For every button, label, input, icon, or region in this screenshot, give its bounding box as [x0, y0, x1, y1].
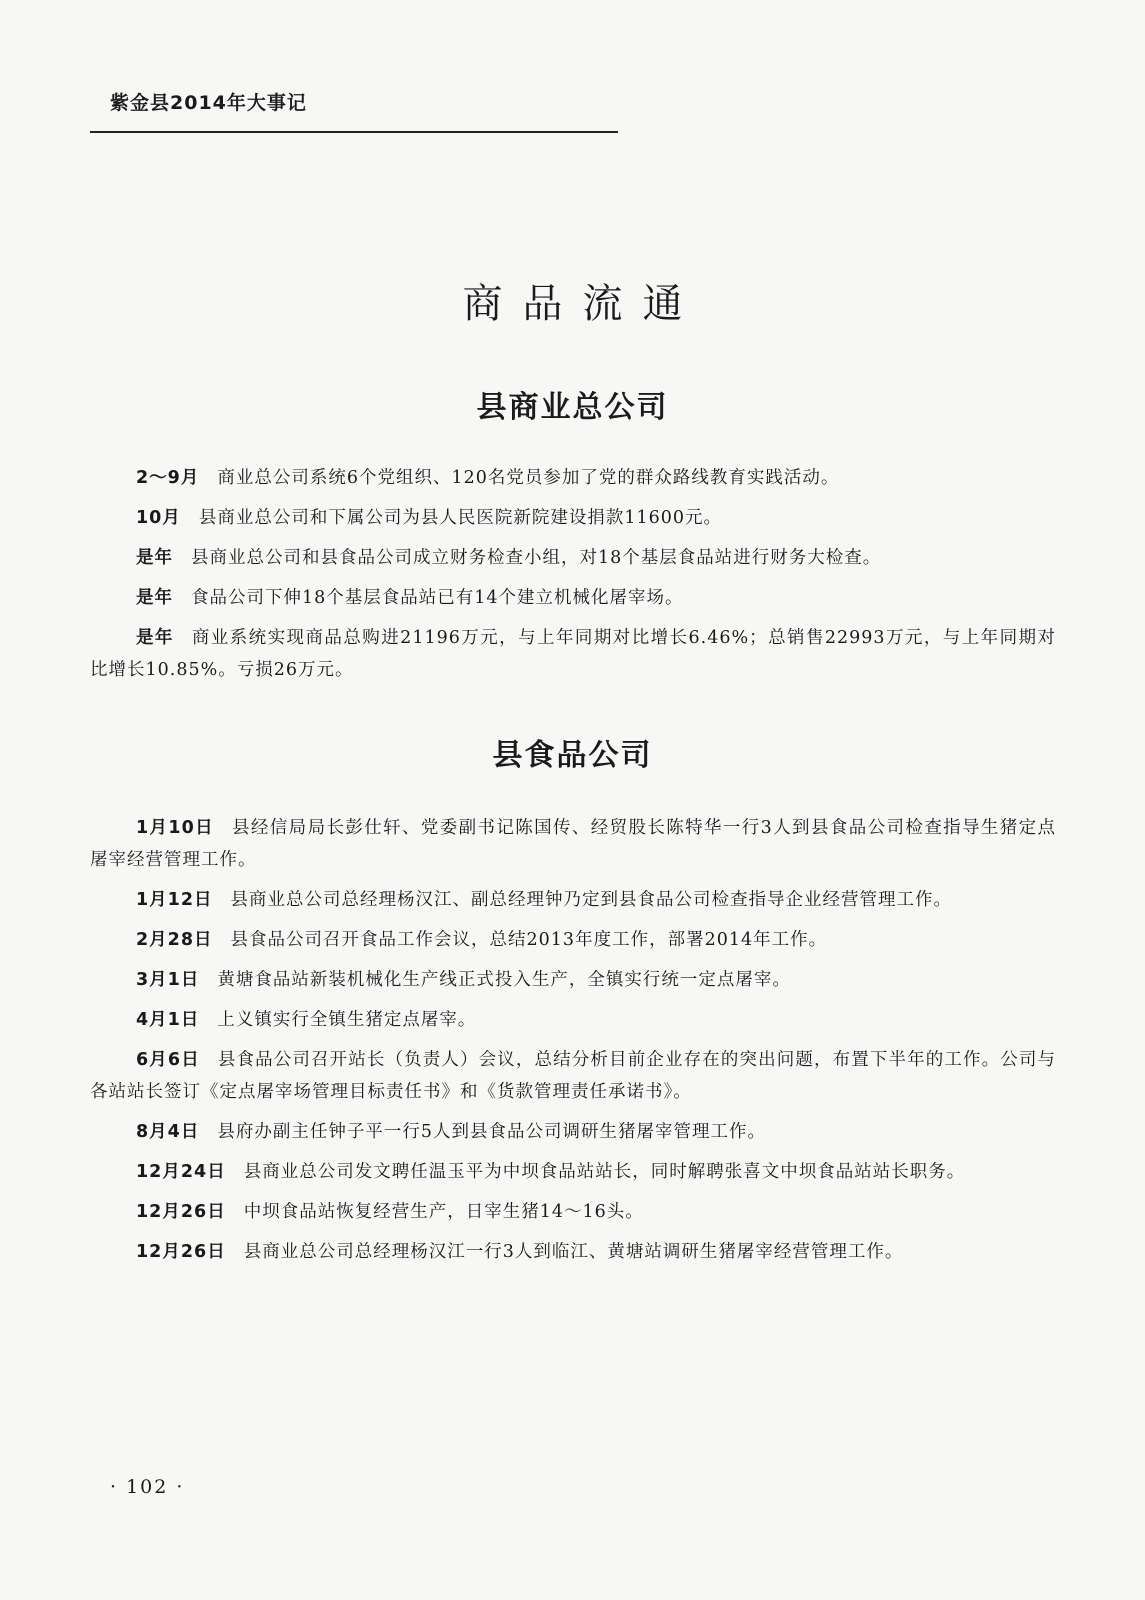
- entry-text: 县食品公司召开站长（负责人）会议，总结分析目前企业存在的突出问题，布置下半年的工作。公司与各站站长签订《定点屠宰场管理目标责任书》和《货款管理责任承诺书》。: [90, 1050, 1057, 1102]
- section-entries-commerce-company: [90, 462, 1056, 694]
- entry-text: 县商业总公司和下属公司为县人民医院新院建设捐款11600元。: [198, 508, 723, 528]
- entry-date: 12月26日: [136, 1242, 226, 1262]
- entry-text: 县商业总公司发文聘任温玉平为中坝食品站站长，同时解聘张喜文中坝食品站站长职务。: [243, 1162, 966, 1182]
- page-number: · 102 ·: [110, 1476, 185, 1498]
- entry-date: 2～9月: [136, 468, 200, 488]
- entry: [90, 502, 1056, 534]
- entry-text: 县府办副主任钟子平一行5人到县食品公司调研生猪屠宰管理工作。: [217, 1122, 766, 1142]
- entry-text: 县经信局局长彭仕轩、党委副书记陈国传、经贸股长陈特华一行3人到县食品公司检查指导生猪定点屠宰经营管理工作。: [90, 818, 1056, 870]
- entry-date: 10月: [136, 508, 181, 528]
- entry-text: 上义镇实行全镇生猪定点屠宰。: [217, 1010, 477, 1030]
- entry: [90, 1236, 1056, 1268]
- entry: [90, 622, 1056, 686]
- entry-date: 3月1日: [136, 970, 200, 990]
- header-rule: [90, 131, 618, 133]
- entry-text: 食品公司下伸18个基层食品站已有14个建立机械化屠宰场。: [191, 588, 684, 608]
- running-header: 紫金县2014年大事记: [110, 92, 307, 114]
- entry: [90, 1156, 1056, 1188]
- entry-text: 县食品公司召开食品工作会议，总结2013年度工作，部署2014年工作。: [230, 930, 828, 950]
- entry: [90, 1116, 1056, 1148]
- entry-date: 6月6日: [136, 1050, 200, 1070]
- entry-date: 8月4日: [136, 1122, 200, 1142]
- entry-date: 4月1日: [136, 1010, 200, 1030]
- entry-date: 2月28日: [136, 930, 213, 950]
- entry: [90, 1004, 1056, 1036]
- entry: [90, 964, 1056, 996]
- entry-text: 商业系统实现商品总购进21196万元，与上年同期对比增长6.46%；总销售22993万元，与上年同期对比增长10.85%。亏损26万元。: [90, 628, 1056, 680]
- entry-text: 黄塘食品站新装机械化生产线正式投入生产，全镇实行统一定点屠宰。: [217, 970, 791, 990]
- entry: [90, 582, 1056, 614]
- entry-date: 1月12日: [136, 890, 213, 910]
- entry: [90, 462, 1056, 494]
- entry-text: 县商业总公司总经理杨汉江、副总经理钟乃定到县食品公司检查指导企业经营管理工作。: [230, 890, 953, 910]
- entry-text: 县商业总公司和县食品公司成立财务检查小组，对18个基层食品站进行财务大检查。: [191, 548, 882, 568]
- entry: [90, 1196, 1056, 1228]
- entry: [90, 542, 1056, 574]
- entry-date: 是年: [136, 628, 174, 648]
- entry: [90, 1044, 1056, 1108]
- entry: [90, 812, 1056, 876]
- section-title-food-company: 县食品公司: [492, 738, 653, 773]
- entry-date: 12月24日: [136, 1162, 226, 1182]
- entry: [90, 884, 1056, 916]
- entry: [90, 924, 1056, 956]
- entry-text: 商业总公司系统6个党组织、120名党员参加了党的群众路线教育实践活动。: [217, 468, 840, 488]
- entry-date: 是年: [136, 548, 173, 568]
- section-title-commerce-company: 县商业总公司: [476, 390, 669, 425]
- entry-text: 中坝食品站恢复经营生产，日宰生猪14～16头。: [243, 1202, 644, 1222]
- entry-text: 县商业总公司总经理杨汉江一行3人到临江、黄塘站调研生猪屠宰经营管理工作。: [243, 1242, 904, 1262]
- entry-date: 是年: [136, 588, 173, 608]
- entry-date: 1月10日: [136, 818, 215, 838]
- entry-date: 12月26日: [136, 1202, 226, 1222]
- chapter-title: 商品流通: [462, 281, 703, 327]
- section-entries-food-company: [90, 812, 1056, 1276]
